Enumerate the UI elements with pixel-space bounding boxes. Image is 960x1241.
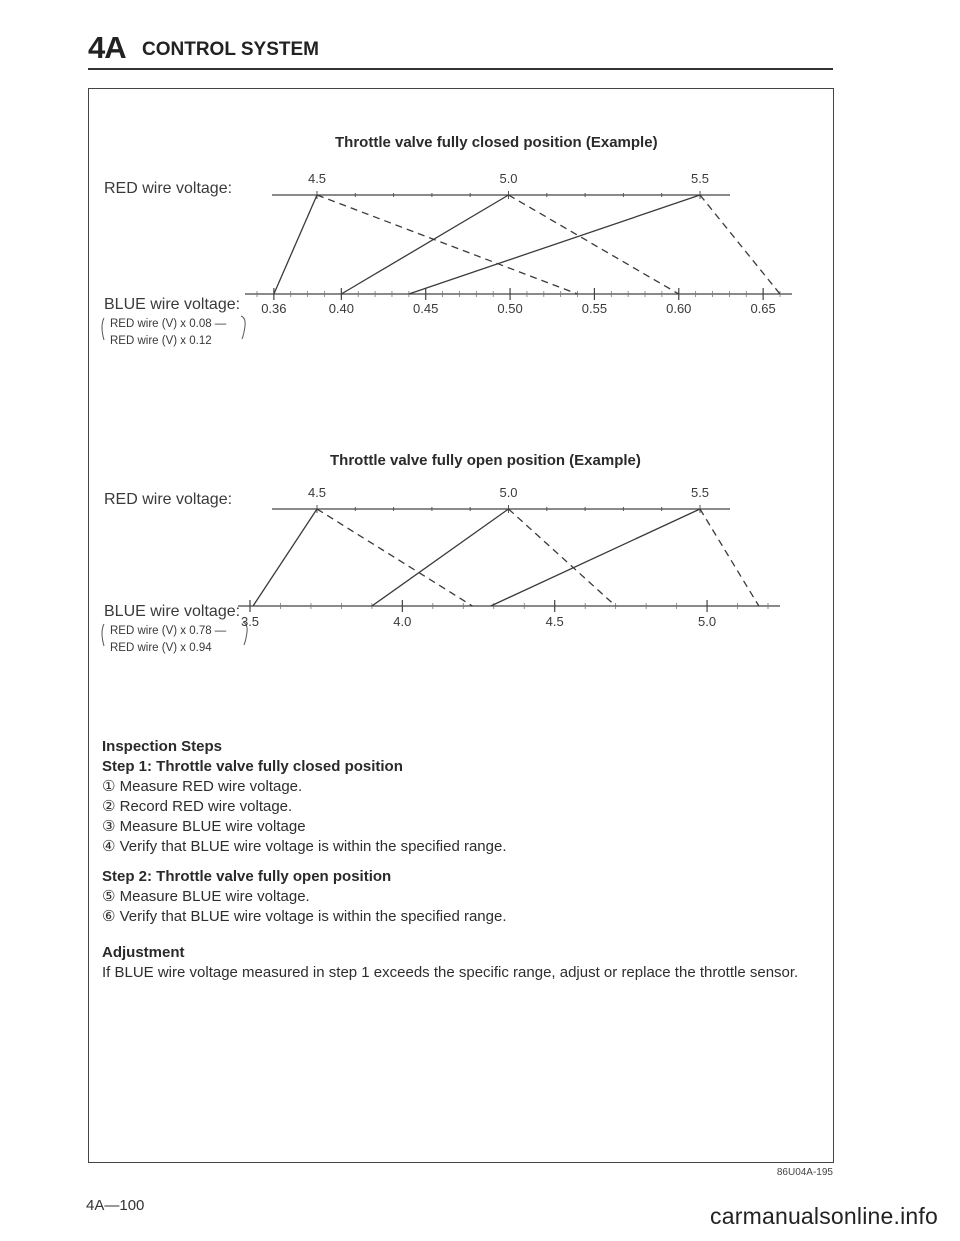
step1-heading: Step 1: Throttle valve fully closed position (102, 758, 403, 775)
blue-tick-label: 4.0 (393, 614, 412, 629)
chart1-formula-high: RED wire (V) x 0.12 (110, 335, 212, 347)
series-line-high (317, 509, 472, 606)
blue-tick-label: 0.60 (666, 301, 692, 316)
inspection-heading: Inspection Steps (102, 738, 223, 755)
adjustment-section (102, 943, 822, 983)
step1-item: ② Record RED wire voltage. (102, 798, 293, 815)
blue-tick-label: 0.36 (261, 301, 287, 316)
step2-item: ⑤ Measure BLUE wire voltage. (102, 888, 310, 905)
chart1-blue-label: BLUE wire voltage: (104, 296, 241, 313)
step1-item: ① Measure RED wire voltage. (102, 778, 303, 795)
blue-tick-label: 4.5 (545, 614, 564, 629)
adjustment-body: If BLUE wire voltage measured in step 1 exceeds the specific range, adjust or replace the throttle sensor. (102, 964, 799, 981)
chart2-formula-high: RED wire (V) x 0.94 (110, 642, 212, 654)
step2-heading: Step 2: Throttle valve fully open position (102, 868, 392, 885)
chart1-formula-low: RED wire (V) x 0.08 — (110, 318, 227, 330)
step1-item: ④ Verify that BLUE wire voltage is within the specified range. (102, 838, 507, 855)
series-line-low (491, 509, 700, 606)
step2-section (102, 867, 822, 927)
series-line-high (509, 509, 616, 606)
blue-tick-label: 3.5 (240, 614, 260, 629)
figure-code: 86U04A-195 (776, 1167, 833, 1178)
blue-tick-label: 0.65 (750, 301, 776, 316)
blue-tick-label: 0.55 (581, 301, 608, 316)
chart2-formula-low: RED wire (V) x 0.78 — (110, 625, 227, 637)
chart2-red-label: RED wire voltage: (104, 491, 233, 508)
chart2-blue-label: BLUE wire voltage: (104, 603, 241, 620)
inspection-section (102, 737, 822, 857)
step1-item: ③ Measure BLUE wire voltage (102, 818, 306, 835)
red-tick-label: 5.0 (499, 171, 518, 186)
series-line-high (700, 509, 759, 606)
blue-tick-label: 0.40 (328, 301, 354, 316)
chart1-red-label: RED wire voltage: (104, 180, 233, 197)
series-line-low (372, 509, 509, 606)
red-tick-label: 4.5 (307, 485, 327, 500)
red-tick-label: 4.5 (307, 171, 327, 186)
red-tick-label: 5.5 (690, 171, 710, 186)
chart2-title: Throttle valve fully open position (Example) (330, 452, 641, 469)
red-tick-label: 5.5 (690, 485, 710, 500)
watermark: carmanualsonline.info (710, 1203, 938, 1229)
section-title: CONTROL SYSTEM (142, 39, 319, 60)
page-number: 4A—100 (86, 1197, 145, 1214)
section-number: 4A (88, 30, 126, 65)
series-line-low (253, 509, 317, 606)
chart1-title: Throttle valve fully closed position (Example) (335, 134, 658, 151)
red-tick-label: 5.0 (499, 485, 518, 500)
blue-tick-label: 5.0 (698, 614, 717, 629)
adjustment-heading: Adjustment (102, 944, 185, 961)
blue-tick-label: 0.50 (497, 301, 523, 316)
blue-tick-label: 0.45 (413, 301, 439, 316)
step2-item: ⑥ Verify that BLUE wire voltage is within the specified range. (102, 908, 507, 925)
